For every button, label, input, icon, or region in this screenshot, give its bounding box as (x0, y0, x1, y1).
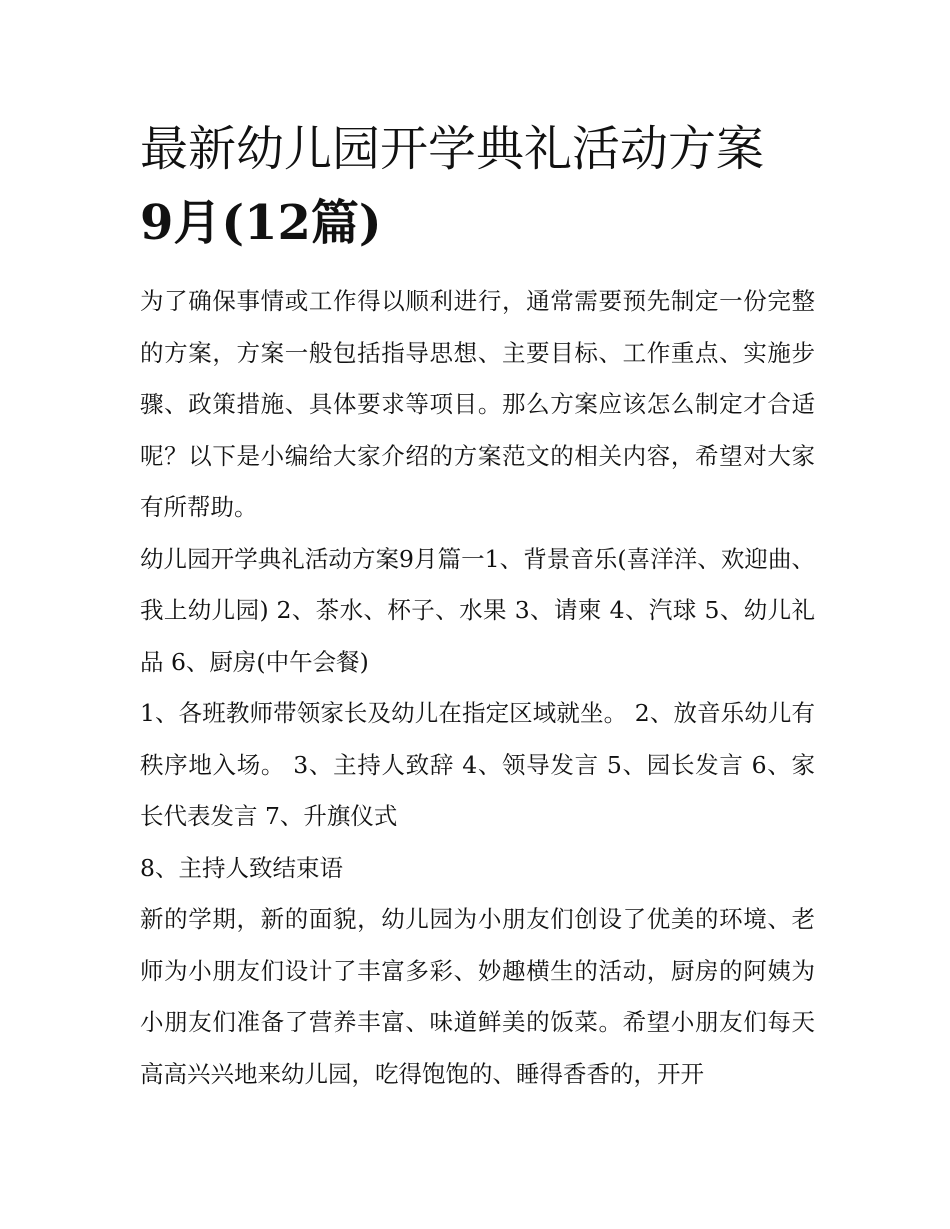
materials-paragraph: 幼儿园开学典礼活动方案9月篇一1、背景音乐(喜洋洋、欢迎曲、我上幼儿园) 2、茶水、杯子、水果 3、请柬 4、汽球 5、幼儿礼品 6、厨房(中午会餐) (140, 544, 815, 676)
procedure-paragraph: 1、各班教师带领家长及幼儿在指定区域就坐。 2、放音乐幼儿有秩序地入场。 3、主持人致辞 4、领导发言 5、园长发言 6、家长代表发言 7、升旗仪式 (140, 699, 815, 830)
title-line-2: 9月(12篇) (140, 195, 382, 251)
speech-paragraph: 新的学期，新的面貌，幼儿园为小朋友们创设了优美的环境、老师为小朋友们设计了丰富多彩、妙趣横生的活动，厨房的阿姨为小朋友们准备了营养丰富、味道鲜美的饭菜。希望小朋友们每天高高兴兴地来幼儿园，吃得饱饱的、睡得香香的，开开 (140, 905, 815, 1088)
document-body (140, 112, 815, 1100)
title-line-1: 最新幼儿园开学典礼活动方案 (140, 121, 765, 177)
closing-step-paragraph: 8、主持人致结束语 (140, 853, 343, 882)
document-title (140, 112, 815, 260)
intro-paragraph: 为了确保事情或工作得以顺利进行，通常需要预先制定一份完整的方案，方案一般包括指导思想、主要目标、工作重点、实施步骤、政策措施、具体要求等项目。那么方案应该怎么制定才合适呢？以下是小编给大家介绍的方案范文的相关内容，希望对大家有所帮助。 (140, 287, 815, 521)
